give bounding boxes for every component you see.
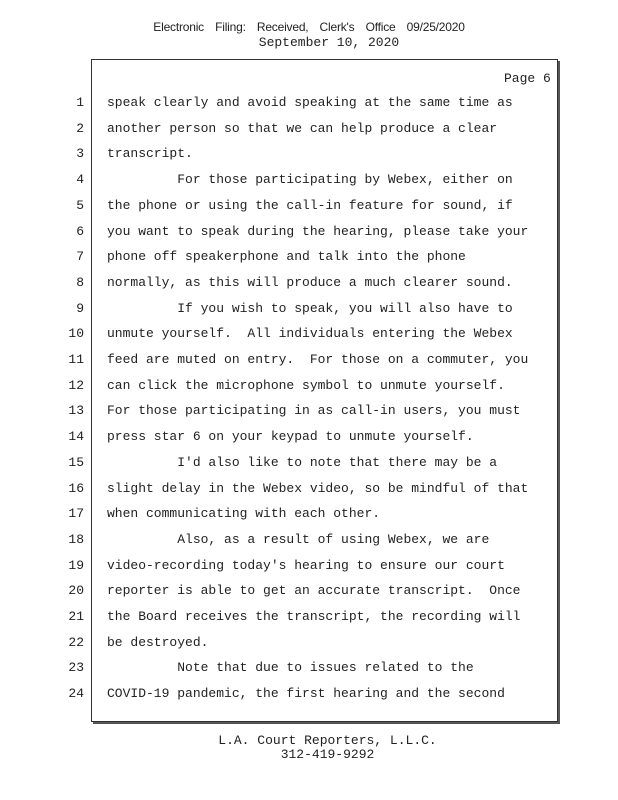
transcript-line: If you wish to speak, you will also have to <box>107 301 513 316</box>
transcript-line: you want to speak during the hearing, please take your <box>107 224 529 239</box>
line-number: 11 <box>68 352 84 367</box>
line-number: 1 <box>76 95 84 110</box>
transcript-line: Note that due to issues related to the <box>107 660 474 675</box>
transcript-line: phone off speakerphone and talk into the phone <box>107 249 466 264</box>
line-number: 18 <box>68 532 84 547</box>
line-number: 9 <box>76 301 84 316</box>
transcript-line: normally, as this will produce a much clearer sound. <box>107 275 513 290</box>
line-number: 3 <box>76 146 84 161</box>
line-number: 24 <box>68 686 84 701</box>
transcript-line: speak clearly and avoid speaking at the same time as <box>107 95 513 110</box>
line-number: 21 <box>68 609 84 624</box>
line-number: 23 <box>68 660 84 675</box>
transcript-line: reporter is able to get an accurate transcript. Once <box>107 583 521 598</box>
transcript-line: press star 6 on your keypad to unmute yourself. <box>107 429 474 444</box>
line-number: 22 <box>68 635 84 650</box>
transcript-line: the Board receives the transcript, the recording will <box>107 609 521 624</box>
line-number: 12 <box>68 378 84 393</box>
line-number: 7 <box>76 249 84 264</box>
line-number: 20 <box>68 583 84 598</box>
line-number: 5 <box>76 198 84 213</box>
transcript-line: For those participating in as call-in users, you must <box>107 403 521 418</box>
hearing-date: September 10, 2020 <box>258 35 400 50</box>
transcript-line: Also, as a result of using Webex, we are <box>107 532 490 547</box>
transcript-line: be destroyed. <box>107 635 209 650</box>
transcript-line: when communicating with each other. <box>107 506 381 521</box>
line-number: 8 <box>76 275 84 290</box>
transcript-line: slight delay in the Webex video, so be mindful of that <box>107 481 529 496</box>
line-number: 17 <box>68 506 84 521</box>
transcript-line: the phone or using the call-in feature for sound, if <box>107 198 513 213</box>
transcript-line: another person so that we can help produce a clear <box>107 121 498 136</box>
transcript-line: I'd also like to note that there may be a <box>107 455 498 470</box>
transcript-line: For those participating by Webex, either on <box>107 172 513 187</box>
line-number: 19 <box>68 558 84 573</box>
line-number: 4 <box>76 172 84 187</box>
line-number: 2 <box>76 121 84 136</box>
transcript-line: transcript. <box>107 146 193 161</box>
line-number: 16 <box>68 481 84 496</box>
line-number: 13 <box>68 403 84 418</box>
page-number: Page 6 <box>504 71 551 86</box>
line-number: 15 <box>68 455 84 470</box>
transcript-line: can click the microphone symbol to unmute yourself. <box>107 378 505 393</box>
transcript-line: unmute yourself. All individuals entering the Webex <box>107 326 513 341</box>
filing-stamp: Electronic Filing: Received, Clerk's Office 09/25/2020 <box>153 20 465 34</box>
reporter-phone: 312-419-9292 <box>280 747 375 762</box>
transcript-line: video-recording today's hearing to ensure our court <box>107 558 505 573</box>
line-number: 6 <box>76 224 84 239</box>
transcript-line: COVID-19 pandemic, the first hearing and the second <box>107 686 505 701</box>
line-number: 14 <box>68 429 84 444</box>
line-number: 10 <box>68 326 84 341</box>
transcript-line: feed are muted on entry. For those on a commuter, you <box>107 352 529 367</box>
reporter-company: L.A. Court Reporters, L.L.C. <box>218 733 437 748</box>
